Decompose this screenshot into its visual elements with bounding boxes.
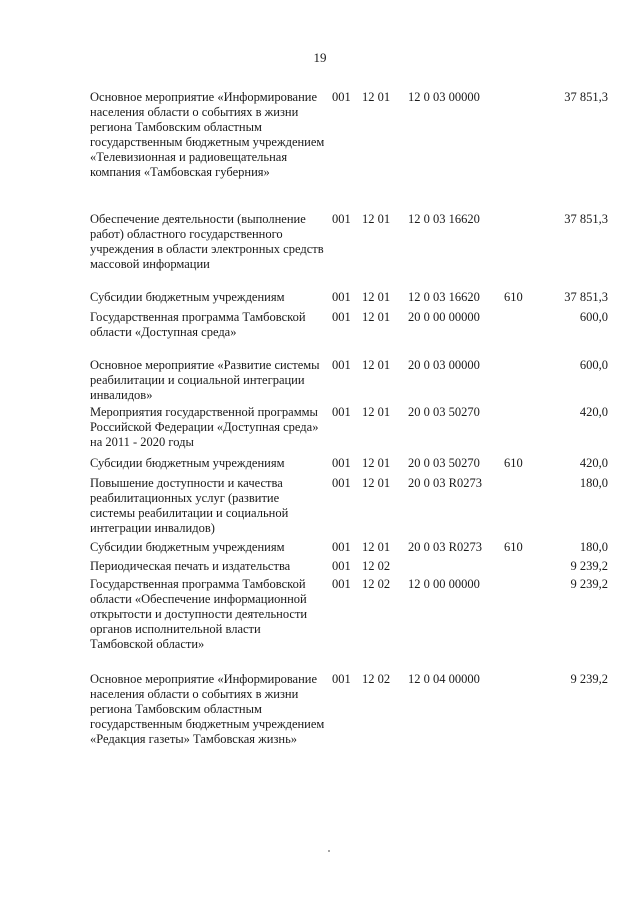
row-admin-code: 001 xyxy=(332,559,351,573)
row-admin-code: 001 xyxy=(332,290,351,304)
row-sum: 600,0 xyxy=(579,310,608,324)
row-name: Периодическая печать и издательства xyxy=(90,559,291,573)
row-name: Обеспечение деятельности (выполнение работ) областного государственного учреждения в области электронных средств массовой информации xyxy=(90,212,324,271)
row-sum: 420,0 xyxy=(579,456,608,470)
row-target-code: 20 0 03 R0273 xyxy=(408,476,482,490)
row-section: 12 01 xyxy=(362,212,391,226)
row-name: Субсидии бюджетным учреждениям xyxy=(90,540,285,554)
row-name: Субсидии бюджетным учреждениям xyxy=(90,290,285,304)
row-target-code: 20 0 03 50270 xyxy=(408,456,480,470)
row-name: Государственная программа Тамбовской области «Доступная среда» xyxy=(90,310,306,339)
row-target-code: 20 0 00 00000 xyxy=(408,310,480,324)
row-sum: 37 851,3 xyxy=(564,90,608,104)
row-target-code: 20 0 03 50270 xyxy=(408,405,480,419)
row-name: Основное мероприятие «Развитие системы реабилитации и социальной интеграции инвалидов» xyxy=(90,358,320,402)
row-name: Повышение доступности и качества реабилитационных услуг (развитие системы реабилитации и социальной интеграции инвалидов) xyxy=(90,476,289,535)
row-target-code: 12 0 00 00000 xyxy=(408,577,480,591)
row-sum: 9 239,2 xyxy=(570,559,608,573)
row-target-code: 12 0 03 16620 xyxy=(408,212,480,226)
row-admin-code: 001 xyxy=(332,476,351,490)
row-target-code: 12 0 03 16620 xyxy=(408,290,480,304)
row-name: Основное мероприятие «Информирование населения области о событиях в жизни региона Тамбовским областным государственным бюджетным учреждением «Редакция газеты» Тамбовская жизнь» xyxy=(90,672,325,746)
row-section: 12 01 xyxy=(362,290,391,304)
row-section: 12 02 xyxy=(362,577,391,591)
row-section: 12 01 xyxy=(362,540,391,554)
row-target-code: 20 0 03 00000 xyxy=(408,358,480,372)
row-name: Мероприятия государственной программы Российской Федерации «Доступная среда» на 2011 - 2020 годы xyxy=(90,405,319,449)
row-expense-type: 610 xyxy=(504,540,523,554)
row-admin-code: 001 xyxy=(332,456,351,470)
row-admin-code: 001 xyxy=(332,540,351,554)
row-section: 12 01 xyxy=(362,405,391,419)
row-admin-code: 001 xyxy=(332,212,351,226)
row-sum: 180,0 xyxy=(579,540,608,554)
page-number: 19 xyxy=(313,50,327,65)
row-expense-type: 610 xyxy=(504,290,523,304)
row-target-code: 12 0 04 00000 xyxy=(408,672,480,686)
row-admin-code: 001 xyxy=(332,310,351,324)
row-section: 12 01 xyxy=(362,456,391,470)
row-expense-type: 610 xyxy=(504,456,523,470)
row-section: 12 01 xyxy=(362,90,391,104)
row-sum: 37 851,3 xyxy=(564,290,608,304)
row-sum: 600,0 xyxy=(579,358,608,372)
row-name: Государственная программа Тамбовской области «Обеспечение информационной открытости и доступности деятельности органов исполнительной власти Тамбовской области» xyxy=(90,577,308,651)
scan-speck xyxy=(328,850,330,852)
row-sum: 180,0 xyxy=(579,476,608,490)
row-sum: 420,0 xyxy=(579,405,608,419)
row-sum: 9 239,2 xyxy=(570,577,608,591)
row-admin-code: 001 xyxy=(332,577,351,591)
row-admin-code: 001 xyxy=(332,90,351,104)
row-admin-code: 001 xyxy=(332,405,351,419)
row-admin-code: 001 xyxy=(332,672,351,686)
row-sum: 9 239,2 xyxy=(570,672,608,686)
row-section: 12 01 xyxy=(362,358,391,372)
row-admin-code: 001 xyxy=(332,358,351,372)
row-section: 12 01 xyxy=(362,310,391,324)
row-target-code: 20 0 03 R0273 xyxy=(408,540,482,554)
row-target-code: 12 0 03 00000 xyxy=(408,90,480,104)
row-section: 12 02 xyxy=(362,559,391,573)
row-section: 12 02 xyxy=(362,672,391,686)
row-sum: 37 851,3 xyxy=(564,212,608,226)
row-name: Основное мероприятие «Информирование населения области о событиях в жизни региона Тамбовским областным государственным бюджетным учреждением «Телевизионная и радиовещательная компания «Тамбовская губерния» xyxy=(90,90,325,179)
row-name: Субсидии бюджетным учреждениям xyxy=(90,456,285,470)
row-section: 12 01 xyxy=(362,476,391,490)
